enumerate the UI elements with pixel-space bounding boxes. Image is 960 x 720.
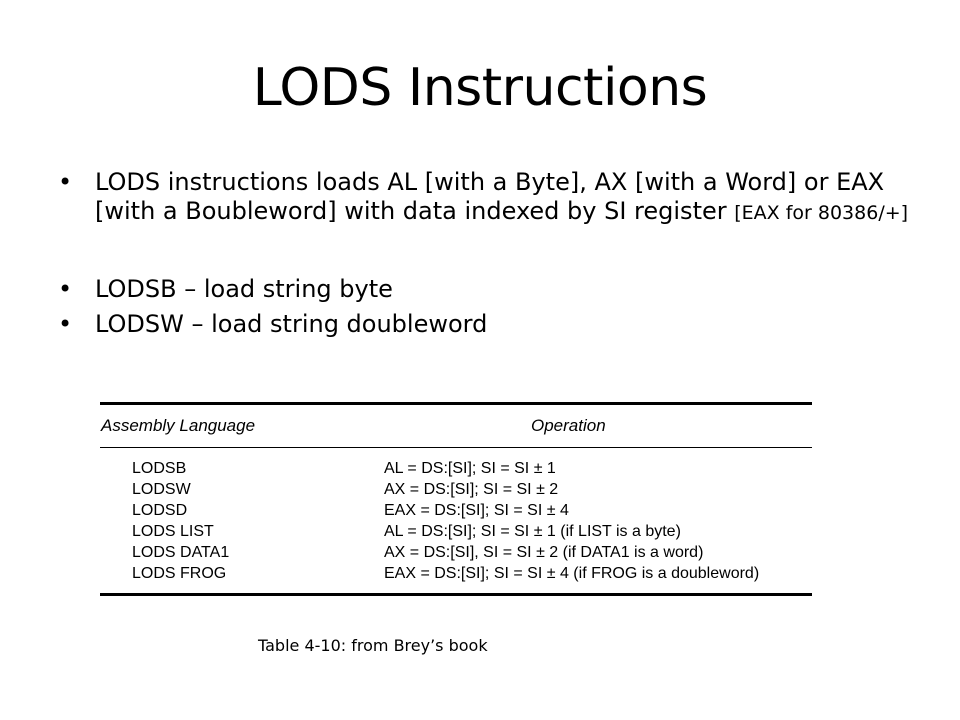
table-header: [100, 405, 812, 447]
bullet-icon: •: [58, 310, 73, 338]
bullet-text: LODS instructions loads AL [with a Byte], AX [with a Word] or EAX [with a Boubleword] with data indexed by SI register: [95, 168, 885, 225]
bullet-list: [58, 168, 918, 339]
header-operation: Operation: [531, 416, 606, 435]
cell-instruction: LODSB: [132, 459, 187, 477]
table-row: [100, 521, 812, 542]
bullet-item: [58, 310, 918, 339]
bullet-item: [58, 275, 918, 304]
cell-operation: AL = DS:[SI]; SI = SI ± 1 (if LIST is a byte): [384, 522, 681, 540]
cell-instruction: LODS LIST: [132, 522, 214, 540]
table-row: [100, 479, 812, 500]
cell-operation: EAX = DS:[SI]; SI = SI ± 4 (if FROG is a doubleword): [384, 564, 760, 582]
cell-operation: AX = DS:[SI], SI = SI ± 2 (if DATA1 is a word): [384, 543, 704, 561]
table-bottom-rule: [100, 593, 812, 596]
instruction-table: [100, 402, 812, 596]
bullet-text: LODSW – load string doubleword: [95, 310, 488, 338]
table-caption: Table 4-10: from Brey’s book: [258, 636, 488, 655]
bullet-text: LODSB – load string byte: [95, 275, 393, 303]
cell-operation: AL = DS:[SI]; SI = SI ± 1: [384, 459, 556, 477]
bullet-item: [58, 168, 918, 263]
table-row: [100, 563, 812, 584]
cell-operation: EAX = DS:[SI]; SI = SI ± 4: [384, 501, 569, 519]
bullet-note: [EAX for 80386/+]: [734, 202, 909, 224]
table-row: [100, 542, 812, 563]
cell-operation: AX = DS:[SI]; SI = SI ± 2: [384, 480, 559, 498]
header-assembly-language: Assembly Language: [101, 416, 256, 435]
cell-instruction: LODSD: [132, 501, 188, 519]
cell-instruction: LODS DATA1: [132, 543, 230, 561]
bullet-icon: •: [58, 168, 73, 196]
cell-instruction: LODSW: [132, 480, 191, 498]
cell-instruction: LODS FROG: [132, 564, 227, 582]
slide-title: LODS Instructions: [252, 58, 708, 118]
table-row: [100, 458, 812, 479]
bullet-icon: •: [58, 275, 73, 303]
table-body: [100, 448, 812, 593]
table-row: [100, 500, 812, 521]
